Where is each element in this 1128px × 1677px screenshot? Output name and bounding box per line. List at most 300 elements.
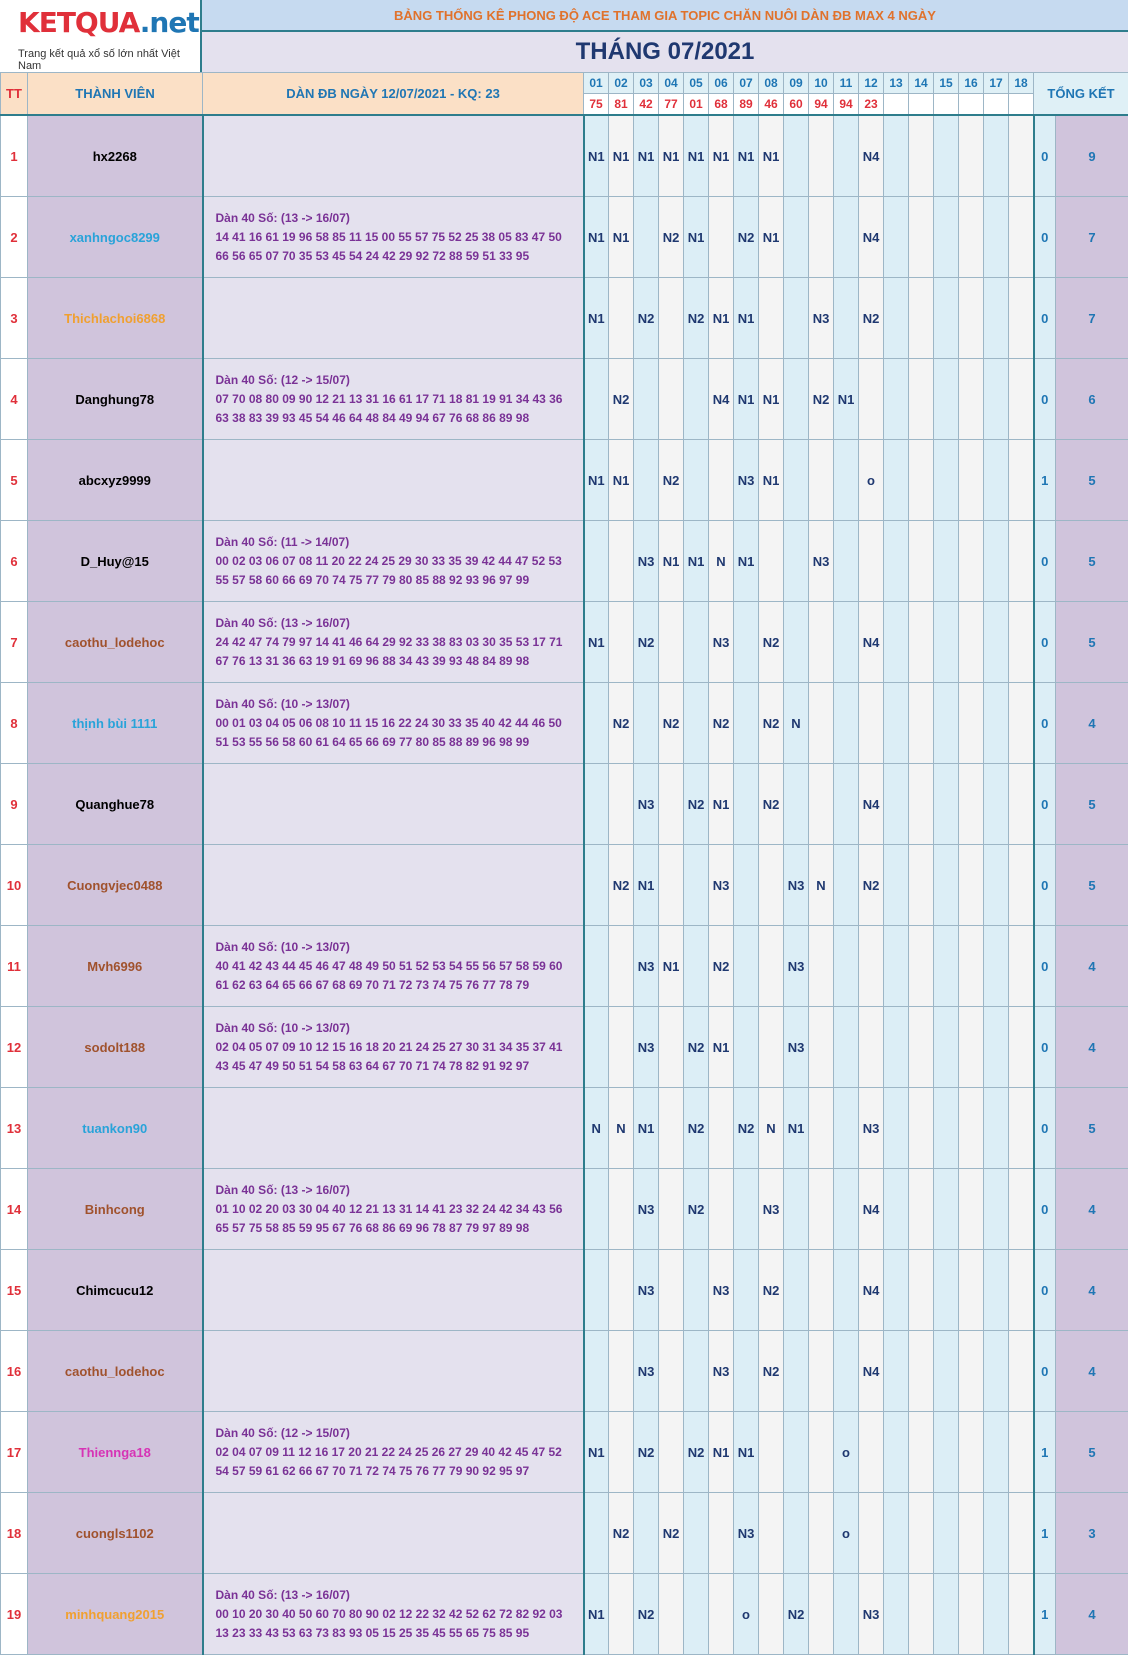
- result-cell: 94: [834, 94, 859, 116]
- day-mark-cell: [834, 1331, 859, 1412]
- banner-title: BẢNG THỐNG KÊ PHONG ĐỘ ACE THAM GIA TOPIC CHĂN NUÔI DÀN ĐB MAX 4 NGÀY: [202, 0, 1128, 32]
- day-mark-cell: [859, 1007, 884, 1088]
- day-mark-cell: [784, 764, 809, 845]
- day-mark-cell: [834, 440, 859, 521]
- win-count: 1: [1034, 1574, 1056, 1655]
- day-mark-cell: [1009, 1007, 1034, 1088]
- day-mark-cell: [659, 1007, 684, 1088]
- day-mark-cell: [1009, 197, 1034, 278]
- day-mark-cell: [684, 926, 709, 1007]
- day-mark-cell: N2: [859, 278, 884, 359]
- day-mark-cell: [1009, 1574, 1034, 1655]
- day-mark-cell: [934, 197, 959, 278]
- day-mark-cell: N1: [834, 359, 859, 440]
- table-row: [1, 845, 1128, 926]
- dan-number-line: 65 57 75 58 85 59 95 67 76 68 86 69 96 78 87 79 97 89 98: [215, 1220, 530, 1235]
- day-mark-cell: [659, 1250, 684, 1331]
- day-mark-cell: [734, 1250, 759, 1331]
- day-mark-cell: N1: [784, 1088, 809, 1169]
- day-mark-cell: [609, 1250, 634, 1331]
- day-mark-cell: [809, 602, 834, 683]
- day-header: 14: [909, 73, 934, 94]
- total-count: 3: [1056, 1493, 1128, 1574]
- day-mark-cell: N3: [734, 1493, 759, 1574]
- day-mark-cell: [959, 683, 984, 764]
- day-header: 17: [984, 73, 1009, 94]
- day-mark-cell: [1009, 115, 1034, 197]
- day-mark-cell: N1: [759, 115, 784, 197]
- dan-numbers: [203, 1088, 584, 1169]
- day-mark-cell: N3: [634, 1169, 659, 1250]
- member-name[interactable]: minhquang2015: [28, 1574, 203, 1655]
- day-mark-cell: [609, 278, 634, 359]
- day-mark-cell: N2: [684, 1007, 709, 1088]
- day-mark-cell: N1: [684, 197, 709, 278]
- day-mark-cell: [984, 1088, 1009, 1169]
- day-mark-cell: [934, 845, 959, 926]
- day-mark-cell: [984, 1169, 1009, 1250]
- day-mark-cell: [1009, 926, 1034, 1007]
- day-mark-cell: N3: [634, 1331, 659, 1412]
- day-mark-cell: N1: [584, 278, 609, 359]
- member-name[interactable]: Quanghue78: [28, 764, 203, 845]
- total-count: 5: [1056, 764, 1128, 845]
- day-mark-cell: [734, 1007, 759, 1088]
- day-mark-cell: [959, 1331, 984, 1412]
- day-mark-cell: [709, 1088, 734, 1169]
- member-name[interactable]: thịnh bùi 1111: [28, 683, 203, 764]
- member-rows: [1, 115, 1128, 1655]
- day-mark-cell: [934, 440, 959, 521]
- day-mark-cell: [934, 602, 959, 683]
- day-mark-cell: [959, 440, 984, 521]
- day-mark-cell: N2: [609, 683, 634, 764]
- day-mark-cell: [659, 602, 684, 683]
- day-mark-cell: [809, 1088, 834, 1169]
- result-cell: [959, 94, 984, 116]
- result-cell: 42: [634, 94, 659, 116]
- day-mark-cell: [934, 764, 959, 845]
- dan-header-line: Dàn 40 Số: (10 -> 13/07): [215, 939, 350, 954]
- table-row: [1, 1169, 1128, 1250]
- day-mark-cell: [909, 602, 934, 683]
- win-count: 1: [1034, 440, 1056, 521]
- dan-header-line: Dàn 40 Số: (13 -> 16/07): [215, 210, 350, 225]
- day-mark-cell: [684, 1574, 709, 1655]
- day-mark-cell: [884, 115, 909, 197]
- day-mark-cell: [834, 197, 859, 278]
- day-mark-cell: [959, 764, 984, 845]
- day-mark-cell: [1009, 1088, 1034, 1169]
- total-count: 5: [1056, 845, 1128, 926]
- win-count: 0: [1034, 521, 1056, 602]
- win-count: 0: [1034, 278, 1056, 359]
- day-mark-cell: N3: [634, 1007, 659, 1088]
- member-name[interactable]: tuankon90: [28, 1088, 203, 1169]
- logo-brand: KETQUA: [18, 6, 140, 39]
- table-row: [1, 1250, 1128, 1331]
- dan-number-line: 00 02 03 06 07 08 11 20 22 24 25 29 30 33 35 39 42 44 47 52 53: [215, 553, 562, 568]
- dan-header-line: Dàn 40 Số: (11 -> 14/07): [215, 534, 350, 549]
- day-mark-cell: N3: [709, 602, 734, 683]
- win-count: 0: [1034, 1007, 1056, 1088]
- day-mark-cell: [784, 115, 809, 197]
- win-count: 0: [1034, 602, 1056, 683]
- day-mark-cell: [609, 926, 634, 1007]
- row-number: 12: [1, 1007, 28, 1088]
- member-name[interactable]: Thiennga18: [28, 1412, 203, 1493]
- day-mark-cell: N1: [709, 115, 734, 197]
- dan-numbers: [203, 1493, 584, 1574]
- day-mark-cell: N2: [809, 359, 834, 440]
- day-mark-cell: N1: [709, 1007, 734, 1088]
- member-name[interactable]: Binhcong: [28, 1169, 203, 1250]
- day-mark-cell: [1009, 278, 1034, 359]
- day-mark-cell: [584, 926, 609, 1007]
- day-mark-cell: [609, 764, 634, 845]
- result-cell: 81: [609, 94, 634, 116]
- day-mark-cell: N1: [634, 115, 659, 197]
- day-mark-cell: [634, 359, 659, 440]
- day-mark-cell: [959, 115, 984, 197]
- day-mark-cell: [1009, 521, 1034, 602]
- day-mark-cell: [959, 602, 984, 683]
- day-mark-cell: [734, 764, 759, 845]
- day-mark-cell: [934, 1007, 959, 1088]
- table-row: [1, 764, 1128, 845]
- day-mark-cell: [884, 359, 909, 440]
- day-mark-cell: N: [584, 1088, 609, 1169]
- day-mark-cell: [759, 845, 784, 926]
- day-mark-cell: N1: [759, 359, 784, 440]
- day-mark-cell: N4: [709, 359, 734, 440]
- day-header: 10: [809, 73, 834, 94]
- day-mark-cell: [709, 1169, 734, 1250]
- day-mark-cell: [684, 359, 709, 440]
- day-mark-cell: [784, 521, 809, 602]
- result-cell: 23: [859, 94, 884, 116]
- day-mark-cell: N3: [709, 1250, 734, 1331]
- header-summary: TỔNG KẾT: [1034, 73, 1128, 116]
- member-name[interactable]: hx2268: [28, 115, 203, 197]
- day-mark-cell: [1009, 1169, 1034, 1250]
- dan-number-line: 01 10 02 20 03 30 04 40 12 21 13 31 14 41 23 32 24 42 34 43 56: [215, 1201, 563, 1216]
- day-mark-cell: N1: [709, 1412, 734, 1493]
- row-number: 3: [1, 278, 28, 359]
- total-count: 6: [1056, 359, 1128, 440]
- header-tt: TT: [1, 73, 28, 116]
- day-mark-cell: [909, 359, 934, 440]
- total-count: 4: [1056, 926, 1128, 1007]
- result-cell: 46: [759, 94, 784, 116]
- day-mark-cell: [634, 440, 659, 521]
- day-mark-cell: [884, 521, 909, 602]
- day-mark-cell: [884, 197, 909, 278]
- day-header: 04: [659, 73, 684, 94]
- dan-numbers: [203, 1169, 584, 1250]
- result-cell: [934, 94, 959, 116]
- day-mark-cell: [984, 926, 1009, 1007]
- day-mark-cell: [1009, 764, 1034, 845]
- day-mark-cell: [884, 926, 909, 1007]
- member-name[interactable]: Thichlachoi6868: [28, 278, 203, 359]
- day-mark-cell: N2: [634, 1574, 659, 1655]
- row-number: 14: [1, 1169, 28, 1250]
- member-name[interactable]: Cuongvjec0488: [28, 845, 203, 926]
- dan-numbers: [203, 521, 584, 602]
- dan-number-line: 24 42 47 74 79 97 14 41 46 64 29 92 33 38 83 03 30 35 53 17 71: [215, 634, 563, 649]
- day-mark-cell: N3: [709, 845, 734, 926]
- day-mark-cell: [859, 521, 884, 602]
- day-mark-cell: [959, 845, 984, 926]
- day-mark-cell: [884, 1493, 909, 1574]
- day-mark-cell: [959, 521, 984, 602]
- win-count: 0: [1034, 1250, 1056, 1331]
- row-number: 6: [1, 521, 28, 602]
- win-count: 0: [1034, 1331, 1056, 1412]
- row-number: 2: [1, 197, 28, 278]
- day-mark-cell: N1: [634, 845, 659, 926]
- stats-table: [0, 72, 1128, 1655]
- day-mark-cell: [834, 1169, 859, 1250]
- day-mark-cell: [909, 845, 934, 926]
- day-mark-cell: [609, 1574, 634, 1655]
- day-mark-cell: [809, 764, 834, 845]
- day-mark-cell: N4: [859, 602, 884, 683]
- day-mark-cell: [609, 1007, 634, 1088]
- day-mark-cell: [1009, 1493, 1034, 1574]
- day-mark-cell: N3: [859, 1088, 884, 1169]
- day-mark-cell: [1009, 440, 1034, 521]
- day-mark-cell: N1: [609, 197, 634, 278]
- day-mark-cell: [859, 1493, 884, 1574]
- day-mark-cell: [984, 440, 1009, 521]
- day-mark-cell: [884, 1412, 909, 1493]
- day-mark-cell: N1: [734, 359, 759, 440]
- total-count: 4: [1056, 683, 1128, 764]
- member-name[interactable]: Chimcucu12: [28, 1250, 203, 1331]
- day-mark-cell: [859, 359, 884, 440]
- day-mark-cell: [959, 1574, 984, 1655]
- day-mark-cell: N1: [709, 278, 734, 359]
- member-name[interactable]: D_Huy@15: [28, 521, 203, 602]
- day-mark-cell: [784, 1331, 809, 1412]
- day-mark-cell: [909, 683, 934, 764]
- member-name[interactable]: abcxyz9999: [28, 440, 203, 521]
- site-logo[interactable]: [0, 0, 202, 72]
- day-mark-cell: [984, 197, 1009, 278]
- member-name[interactable]: caothu_lodehoc: [28, 1331, 203, 1412]
- table-row: [1, 115, 1128, 197]
- day-mark-cell: [984, 764, 1009, 845]
- day-mark-cell: [684, 845, 709, 926]
- day-mark-cell: [759, 1493, 784, 1574]
- dan-numbers: [203, 845, 584, 926]
- day-mark-cell: [909, 1412, 934, 1493]
- day-mark-cell: [1009, 845, 1034, 926]
- day-mark-cell: N2: [759, 764, 784, 845]
- day-mark-cell: [609, 1412, 634, 1493]
- result-cell: [1009, 94, 1034, 116]
- day-mark-cell: [884, 1088, 909, 1169]
- member-name[interactable]: Danghung78: [28, 359, 203, 440]
- day-mark-cell: [584, 764, 609, 845]
- day-header: 12: [859, 73, 884, 94]
- day-mark-cell: [884, 1007, 909, 1088]
- total-count: 7: [1056, 197, 1128, 278]
- win-count: 0: [1034, 197, 1056, 278]
- day-mark-cell: [784, 440, 809, 521]
- day-mark-cell: [984, 1331, 1009, 1412]
- day-mark-cell: N2: [609, 359, 634, 440]
- day-mark-cell: [759, 1412, 784, 1493]
- dan-number-line: 40 41 42 43 44 45 46 47 48 49 50 51 52 53 54 55 56 57 58 59 60: [215, 958, 563, 973]
- day-mark-cell: [834, 1088, 859, 1169]
- day-mark-cell: N2: [684, 278, 709, 359]
- day-mark-cell: [859, 683, 884, 764]
- day-mark-cell: [984, 1250, 1009, 1331]
- day-mark-cell: [834, 115, 859, 197]
- day-mark-cell: [959, 1412, 984, 1493]
- member-name[interactable]: caothu_lodehoc: [28, 602, 203, 683]
- dan-numbers: [203, 602, 584, 683]
- day-mark-cell: N1: [734, 115, 759, 197]
- total-count: 4: [1056, 1007, 1128, 1088]
- day-mark-cell: N2: [684, 1088, 709, 1169]
- day-mark-cell: [809, 683, 834, 764]
- win-count: 0: [1034, 845, 1056, 926]
- day-mark-cell: [909, 521, 934, 602]
- row-number: 1: [1, 115, 28, 197]
- dan-numbers: [203, 764, 584, 845]
- day-mark-cell: N1: [584, 440, 609, 521]
- day-mark-cell: N: [709, 521, 734, 602]
- day-mark-cell: [809, 1007, 834, 1088]
- day-mark-cell: [784, 278, 809, 359]
- day-mark-cell: [984, 115, 1009, 197]
- day-mark-cell: [959, 1007, 984, 1088]
- day-mark-cell: N2: [709, 926, 734, 1007]
- total-count: 4: [1056, 1250, 1128, 1331]
- day-mark-cell: o: [859, 440, 884, 521]
- day-mark-cell: [909, 440, 934, 521]
- total-count: 5: [1056, 440, 1128, 521]
- day-mark-cell: [1009, 602, 1034, 683]
- member-name[interactable]: xanhngoc8299: [28, 197, 203, 278]
- day-mark-cell: [884, 440, 909, 521]
- day-mark-cell: [659, 1331, 684, 1412]
- member-name[interactable]: sodolt188: [28, 1007, 203, 1088]
- day-mark-cell: N3: [634, 521, 659, 602]
- row-number: 4: [1, 359, 28, 440]
- day-mark-cell: [959, 1088, 984, 1169]
- day-mark-cell: N3: [784, 1007, 809, 1088]
- result-cell: [909, 94, 934, 116]
- day-mark-cell: [834, 683, 859, 764]
- day-mark-cell: N4: [859, 115, 884, 197]
- day-mark-cell: [959, 1493, 984, 1574]
- day-mark-cell: [609, 602, 634, 683]
- dan-numbers: [203, 1250, 584, 1331]
- day-mark-cell: [884, 1574, 909, 1655]
- day-mark-cell: [834, 926, 859, 1007]
- day-mark-cell: [584, 1169, 609, 1250]
- day-mark-cell: N2: [684, 764, 709, 845]
- day-mark-cell: [909, 1007, 934, 1088]
- day-mark-cell: [934, 1088, 959, 1169]
- day-mark-cell: [784, 1169, 809, 1250]
- result-cell: 60: [784, 94, 809, 116]
- day-mark-cell: N2: [684, 1169, 709, 1250]
- day-mark-cell: [934, 1331, 959, 1412]
- day-mark-cell: N1: [659, 926, 684, 1007]
- dan-header-line: Dàn 40 Số: (13 -> 16/07): [215, 1182, 350, 1197]
- day-mark-cell: [784, 359, 809, 440]
- day-mark-cell: [759, 926, 784, 1007]
- day-mark-cell: [984, 359, 1009, 440]
- day-mark-cell: [809, 926, 834, 1007]
- dan-number-line: 00 01 03 04 05 06 08 10 11 15 16 22 24 30 33 35 40 42 44 46 50: [215, 715, 562, 730]
- day-header: 01: [584, 73, 609, 94]
- day-mark-cell: [684, 602, 709, 683]
- day-header: 11: [834, 73, 859, 94]
- day-mark-cell: N3: [859, 1574, 884, 1655]
- day-mark-cell: [859, 926, 884, 1007]
- dan-numbers: [203, 278, 584, 359]
- day-mark-cell: N4: [859, 197, 884, 278]
- day-mark-cell: N: [809, 845, 834, 926]
- result-cell: 89: [734, 94, 759, 116]
- day-mark-cell: N3: [734, 440, 759, 521]
- day-mark-cell: N3: [634, 1250, 659, 1331]
- day-mark-cell: N3: [709, 1331, 734, 1412]
- dan-number-line: 67 76 13 31 36 63 19 91 69 96 88 34 43 39 93 48 84 89 98: [215, 653, 530, 668]
- day-mark-cell: [809, 1412, 834, 1493]
- day-mark-cell: [809, 1169, 834, 1250]
- dan-numbers: [203, 440, 584, 521]
- row-number: 19: [1, 1574, 28, 1655]
- day-mark-cell: N2: [859, 845, 884, 926]
- dan-numbers: [203, 197, 584, 278]
- dan-number-line: 02 04 05 07 09 10 12 15 16 18 20 21 24 25 27 30 31 34 35 37 41: [215, 1039, 563, 1054]
- day-mark-cell: N3: [784, 926, 809, 1007]
- member-name[interactable]: cuongls1102: [28, 1493, 203, 1574]
- day-mark-cell: N1: [709, 764, 734, 845]
- day-mark-cell: o: [834, 1412, 859, 1493]
- day-mark-cell: [684, 440, 709, 521]
- day-mark-cell: [834, 1007, 859, 1088]
- result-cell: 77: [659, 94, 684, 116]
- dan-header-line: Dàn 40 Số: (10 -> 13/07): [215, 1020, 350, 1035]
- day-mark-cell: [834, 1250, 859, 1331]
- day-mark-cell: [809, 1331, 834, 1412]
- day-mark-cell: [984, 1574, 1009, 1655]
- day-mark-cell: [984, 1412, 1009, 1493]
- row-number: 15: [1, 1250, 28, 1331]
- member-name[interactable]: Mvh6996: [28, 926, 203, 1007]
- day-mark-cell: N2: [759, 683, 784, 764]
- day-header: 03: [634, 73, 659, 94]
- day-header: 08: [759, 73, 784, 94]
- day-mark-cell: N1: [759, 197, 784, 278]
- logo-suffix: .net: [139, 6, 199, 39]
- day-mark-cell: N1: [609, 440, 634, 521]
- table-row: [1, 521, 1128, 602]
- day-mark-cell: [634, 1493, 659, 1574]
- day-mark-cell: [659, 764, 684, 845]
- win-count: 0: [1034, 683, 1056, 764]
- dan-numbers: [203, 926, 584, 1007]
